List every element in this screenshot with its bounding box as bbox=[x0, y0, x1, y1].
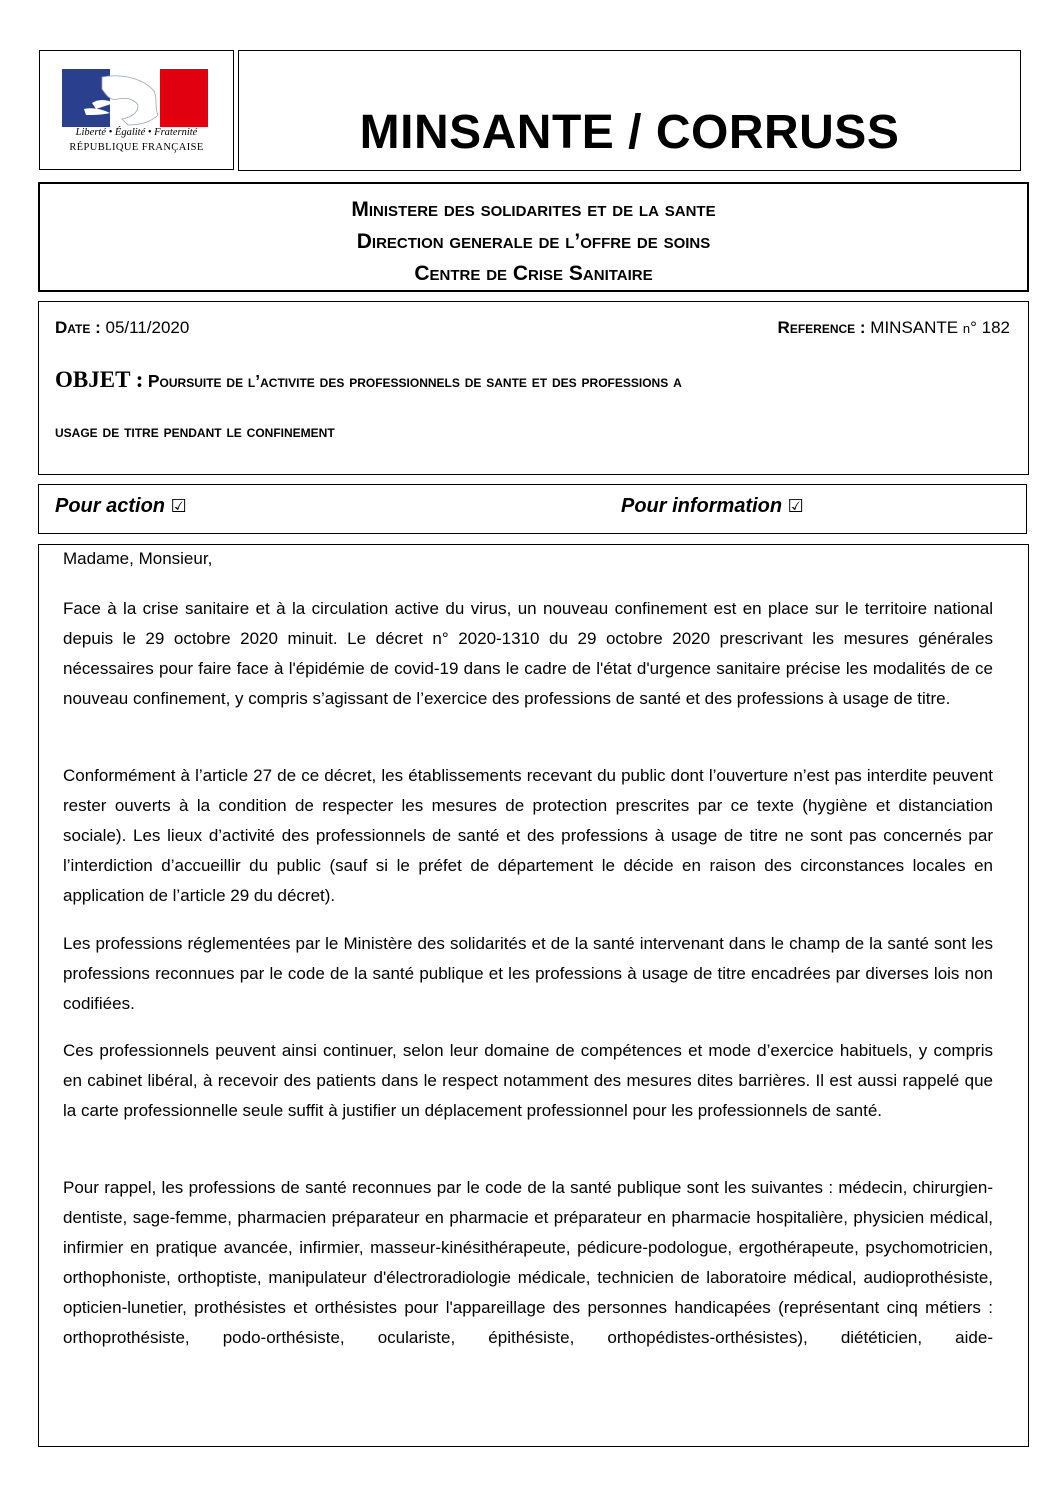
pour-information bbox=[621, 495, 804, 518]
objet-text-line-2: usage de titre pendant le confinement bbox=[55, 421, 335, 441]
objet-label: OBJET : bbox=[55, 367, 144, 392]
paragraph-4: Ces professionnels peuvent ainsi continuer, selon leur domaine de compétences et mode d’exercice habituels, y compris en cabinet libéral, à recevoir des patients dans le respect notamment des mesures dites barrières. Il est aussi rappelé que la carte professionnelle seule suffit à justifier un déplacement professionnel pour les professionnels de santé. bbox=[63, 1041, 993, 1120]
logo-republic-name: RÉPUBLIQUE FRANÇAISE bbox=[69, 142, 204, 153]
objet-line-1 bbox=[55, 367, 1015, 393]
logo-motto: Liberté • Égalité • Fraternité bbox=[75, 127, 198, 138]
date-label: Date : bbox=[55, 318, 101, 337]
paragraph-1: Face à la crise sanitaire et à la circulation active du virus, un nouveau confinement est en place sur le territoire national depuis le 29 octobre 2020 minuit. Le décret n° 2020-1310 du 29 octobre 2020 prescrivant les mesures générales nécessaires pour faire face à l'épidémie de covid-19 dans le cadre de l'état d'urgence sanitaire précise les modalités de ce nouveau confinement, y compris s’agissant de l’exercice des professions de santé et des professions à usage de titre. bbox=[63, 599, 993, 708]
objet-text-line-1: Poursuite de l’activite des professionnels de sante et des professions a bbox=[147, 371, 682, 391]
reference-number-prefix: n bbox=[962, 321, 971, 336]
checked-box-icon: ☑ bbox=[787, 496, 804, 516]
salutation: Madame, Monsieur, bbox=[63, 549, 213, 568]
pour-information-label: Pour information bbox=[621, 495, 783, 517]
date-value: 05/11/2020 bbox=[105, 318, 190, 337]
pour-action-label: Pour action bbox=[55, 495, 166, 517]
document-title: MINSANTE / CORRUSS bbox=[359, 106, 900, 159]
date-field bbox=[55, 318, 189, 338]
logo-box bbox=[39, 50, 234, 170]
reference-number: ° 182 bbox=[970, 318, 1010, 337]
pour-action bbox=[55, 495, 187, 518]
paragraph-3: Les professions réglementées par le Ministère des solidarités et de la santé intervenant dans le champ de la santé sont les professions reconnues par le code de la santé publique et les professions à usage de titre encadrées par diverses lois non codifiées. bbox=[63, 934, 993, 1013]
paragraph-2: Conformément à l’article 27 de ce décret, les établissements recevant du public dont l’ouverture n’est pas interdite peuvent rester ouverts à la condition de respecter les mesures de protection prescrites par ce texte (hygiène et distanciation sociale). Les lieux d’activité des professionnels de santé et des professions à usage de titre ne sont pas concernés par l’interdiction d’accueillir du public (sauf si le préfet de département le décide en raison des circonstances locales en application de l’article 29 du décret). bbox=[63, 766, 993, 905]
reference-label: Reference : bbox=[777, 318, 866, 337]
paragraph-5: Pour rappel, les professions de santé reconnues par le code de la santé publique sont les suivantes : médecin, chirurgien-dentiste, sage-femme, pharmacien préparateur en pharmacie et préparateur en pharmacie hospitalière, physicien médical, infirmier en pratique avancée, infirmier, masseur-kinésithérapeute, pédicure-podologue, ergothérapeute, psychomotricien, orthophoniste, orthoptiste, manipulateur d'électroradiologie médicale, technicien de laboratoire médical, audioprothésiste, opticien-lunetier, prothésistes et orthésistes pour l'appareillage des personnes handicapées (représentant cinq métiers : orthoprothésiste, podo-orthésiste, oculariste, épithésiste, orthopédistes-orthésistes), diététicien, aide- bbox=[63, 1178, 993, 1347]
ministry-line-2: Direction generale de l’offre de soins bbox=[356, 230, 711, 253]
reference-value: MINSANTE bbox=[870, 318, 959, 337]
title-box bbox=[238, 50, 1021, 171]
checked-box-icon: ☑ bbox=[170, 496, 187, 516]
marianne-logo-icon bbox=[62, 69, 208, 127]
ministry-line-1: Ministere des solidarites et de la sante bbox=[351, 198, 716, 221]
reference-field bbox=[778, 318, 1010, 338]
ministry-box bbox=[38, 182, 1029, 292]
ministry-line-3: Centre de Crise Sanitaire bbox=[414, 262, 653, 285]
